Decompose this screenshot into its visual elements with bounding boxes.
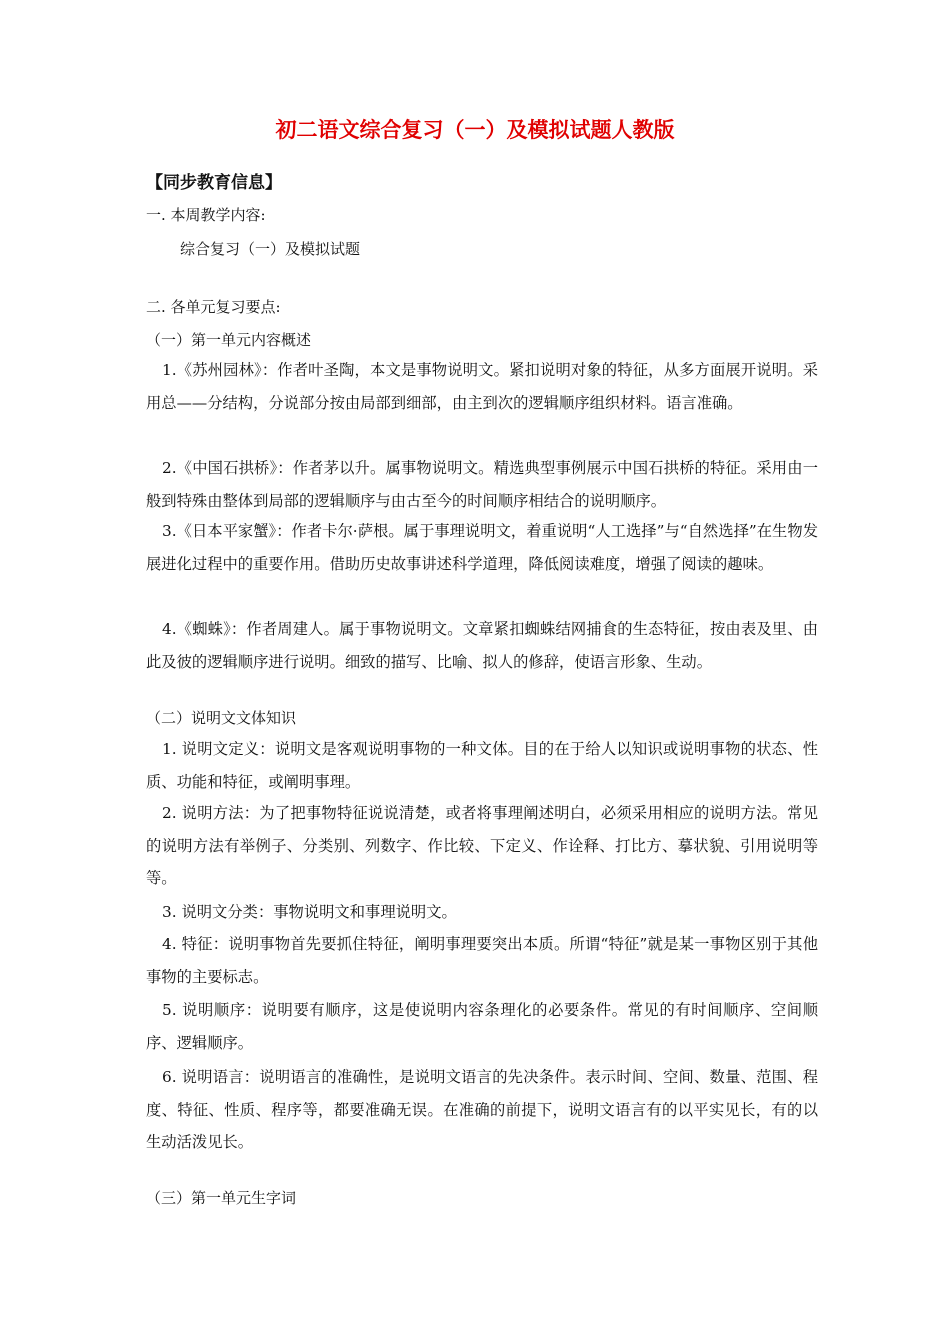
sub3-label: （三）第一单元生字词 <box>146 1189 297 1207</box>
sub1-item-4: 4.《蜘蛛》：作者周建人。属于事物说明文。文章紧扣蜘蛛结网捕食的生态特征，按由表及里、由此及彼的逻辑顺序进行说明。细致的描写、比喻、拟人的修辞，使语言形象、生动。 <box>146 620 818 671</box>
sub2-item-2: 2. 说明方法：为了把事物特征说说清楚，或者将事理阐述明白，必须采用相应的说明方法。常见的说明方法有举例子、分类别、列数字、作比较、下定义、作诠释、打比方、摹状貌、引用说明等等。 <box>146 804 818 888</box>
section-heading: 【同步教育信息】 <box>146 173 282 193</box>
sub2-item-1: 1. 说明文定义：说明文是客观说明事物的一种文体。目的在于给人以知识或说明事物的状态、性质、功能和特征，或阐明事理。 <box>146 740 818 791</box>
sub1-item-1: 1.《苏州园林》：作者叶圣陶，本文是事物说明文。紧扣说明对象的特征，从多方面展开说明。采用总——分结构，分说部分按由局部到细部，由主到次的逻辑顺序组织材料。语言准确。 <box>146 361 818 412</box>
sub1-item-2: 2.《中国石拱桥》：作者茅以升。属事物说明文。精选典型事例展示中国石拱桥的特征。采用由一般到特殊由整体到局部的逻辑顺序与由古至今的时间顺序相结合的说明顺序。 <box>146 459 818 510</box>
sub1-label: （一）第一单元内容概述 <box>146 331 312 349</box>
part1-label: 一. 本周教学内容: <box>146 206 266 224</box>
document-title: 初二语文综合复习（一）及模拟试题人教版 <box>275 117 675 142</box>
sub2-item-3: 3. 说明文分类：事物说明文和事理说明文。 <box>162 903 457 921</box>
sub2-item-6: 6. 说明语言：说明语言的准确性，是说明文语言的先决条件。表示时间、空间、数量、范围、程度、特征、性质、程序等，都要准确无误。在准确的前提下，说明文语言有的以平实见长，有的以生动活泼见长。 <box>146 1068 818 1152</box>
sub1-item-3: 3.《日本平家蟹》：作者卡尔·萨根。属于事理说明文，着重说明“人工选择”与“自然选择”在生物发展进化过程中的重要作用。借助历史故事讲述科学道理，降低阅读难度，增强了阅读的趣味。 <box>146 522 818 573</box>
sub2-item-4: 4. 特征：说明事物首先要抓住特征，阐明事理要突出本质。所谓“特征”就是某一事物区别于其他事物的主要标志。 <box>146 935 818 986</box>
sub2-item-5: 5. 说明顺序：说明要有顺序，这是使说明内容条理化的必要条件。常见的有时间顺序、空间顺序、逻辑顺序。 <box>146 1001 818 1052</box>
part1-content: 综合复习（一）及模拟试题 <box>180 240 361 258</box>
sub2-label: （二）说明文文体知识 <box>146 709 297 727</box>
part2-label: 二. 各单元复习要点: <box>146 298 281 316</box>
